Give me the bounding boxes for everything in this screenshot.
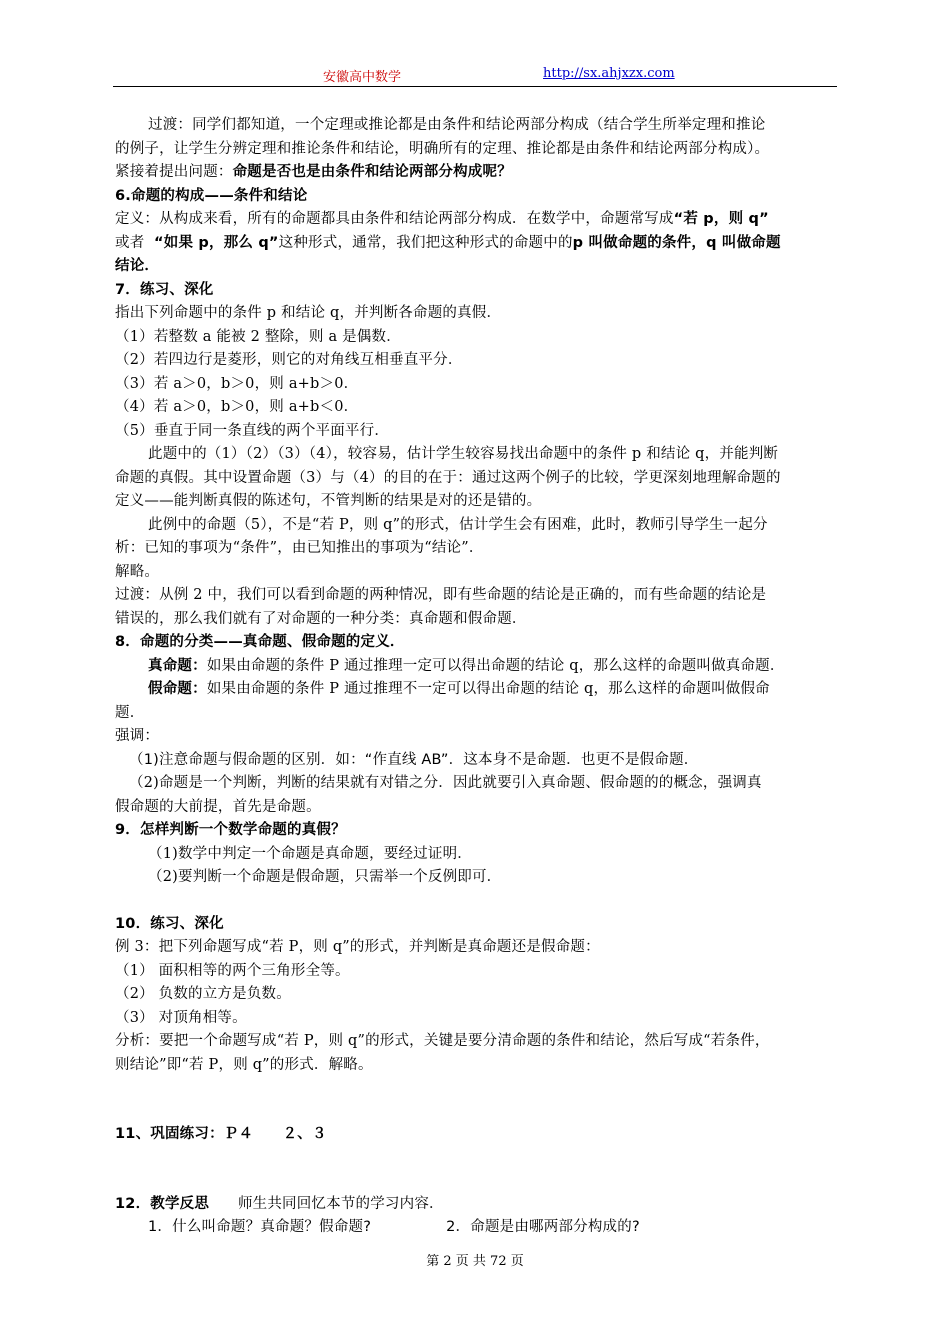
list-item: （3） 对顶角相等。 bbox=[115, 1009, 247, 1026]
header-site-name: 安徽高中数学 bbox=[323, 70, 402, 85]
paragraph-line: 析：已知的事项为“条件”，由已知推出的事项为“结论”． bbox=[115, 540, 484, 556]
definition-false: 假命题：如果由命题的条件 P 通过推理不一定可以得出命题的结论 q，那么这样的命题叫做假命 bbox=[148, 681, 770, 697]
list-item: （3）若 a＞0，b＞0，则 a+b＞0． bbox=[115, 375, 359, 392]
list-item: （2）若四边行是菱形，则它的对角线互相垂直平分． bbox=[115, 352, 463, 368]
paragraph-line: 错误的，那么我们就有了对命题的一种分类：真命题和假命题． bbox=[115, 610, 527, 627]
paragraph-line: 过渡：从例 2 中，我们可以看到命题的两种情况，即有些命题的结论是正确的，而有些命题的结论是 bbox=[115, 587, 767, 603]
paragraph-line: （2)命题是一个判断，判断的结果就有对错之分．因此就要引入真命题、假命题的的概念，强调真 bbox=[129, 775, 762, 791]
paragraph-line: 题． bbox=[115, 704, 145, 721]
paragraph-line: 分析：要把一个命题写成“若 P，则 q”的形式，关键是要分清命题的条件和结论，然后写成“若条件， bbox=[115, 1033, 770, 1049]
list-item: （1)数学中判定一个命题是真命题，要经过证明． bbox=[148, 845, 472, 862]
page-header bbox=[0, 66, 950, 88]
section-heading: 9．怎样判断一个数学命题的真假？ bbox=[115, 822, 346, 838]
paragraph-line: 例 3：把下列命题写成“若 P，则 q”的形式，并判断是真命题还是假命题： bbox=[115, 939, 600, 955]
list-item: （4）若 a＞0，b＞0，则 a+b＜0． bbox=[115, 399, 359, 415]
emphasis-line: （1)注意命题与假命题的区别．如：“作直线 AB”．这本身不是命题．也更不是假命题． bbox=[129, 751, 699, 768]
section-heading: 7．练习、深化 bbox=[115, 281, 214, 298]
list-item: （2)要判断一个命题是假命题，只需举一个反例即可． bbox=[148, 869, 502, 885]
paragraph-line: 命题的真假。其中设置命题（3）与（4）的目的在于：通过这两个例子的比较，学更深刻地理解命题的 bbox=[115, 469, 781, 486]
paragraph-line: 紧接着提出问题：命题是否也是由条件和结论两部分构成呢？ bbox=[115, 164, 512, 180]
header-divider bbox=[113, 86, 837, 87]
header-url-link[interactable]: http://sx.ahjxzx.com bbox=[543, 66, 675, 81]
paragraph-line: 此例中的命题（5），不是“若 P，则 q”的形式，估计学生会有困难，此时，教师引导学生一起分 bbox=[148, 516, 768, 533]
definition-true: 真命题：如果由命题的条件 P 通过推理一定可以得出命题的结论 q，那么这样的命题叫做真命题． bbox=[148, 657, 785, 674]
list-item: （5）垂直于同一条直线的两个平面平行． bbox=[115, 422, 390, 439]
section-heading: 6.命题的构成——条件和结论 bbox=[115, 187, 308, 204]
paragraph-line: 定义：从构成来看，所有的命题都具由条件和结论两部分构成．在数学中，命题常写成“若 p，则 q” bbox=[115, 211, 769, 227]
paragraph-line: 则结论”即“若 P，则 q”的形式．解略。 bbox=[115, 1056, 373, 1073]
paragraph-line: 或者 “如果 p，那么 q”这种形式，通常，我们把这种形式的命题中的p 叫做命题的条件，q 叫做命题 bbox=[115, 234, 781, 251]
paragraph-line: 结论． bbox=[115, 258, 160, 274]
paragraph-line: 定义——能判断真假的陈述句，不管判断的结果是对的还是错的。 bbox=[115, 493, 542, 509]
list-item: （1）若整数 a 能被 2 整除，则 a 是偶数． bbox=[115, 328, 401, 345]
page-footer: 第 2 页 共 72 页 bbox=[426, 1254, 524, 1269]
question-text: 命题是否也是由条件和结论两部分构成呢？ bbox=[232, 164, 512, 180]
paragraph-line: 过渡：同学们都知道，一个定理或推论都是由条件和结论两部分构成（结合学生所举定理和推论 bbox=[148, 117, 766, 133]
review-questions: 1．什么叫命题？真命题？假命题? 2．命题是由哪两部分构成的? bbox=[148, 1219, 640, 1235]
list-item: （2） 负数的立方是负数。 bbox=[115, 986, 291, 1002]
section-heading: 10．练习、深化 bbox=[115, 915, 224, 932]
paragraph-line: 的例子，让学生分辨定理和推论条件和结论，明确所有的定理、推论都是由条件和结论两部分构成）。 bbox=[115, 140, 770, 157]
document-body bbox=[115, 114, 839, 1240]
paragraph-line: 假命题的大前提，首先是命题。 bbox=[115, 798, 321, 815]
paragraph-line: 指出下列命题中的条件 p 和结论 q，并判断各命题的真假． bbox=[115, 305, 502, 321]
section-heading: 12．教学反思 师生共同回忆本节的学习内容． bbox=[115, 1195, 444, 1212]
section-heading: 8．命题的分类——真命题、假命题的定义． bbox=[115, 634, 405, 650]
paragraph-line: 强调： bbox=[115, 728, 160, 744]
list-item: （1） 面积相等的两个三角形全等。 bbox=[115, 962, 350, 979]
paragraph-line: 解略。 bbox=[115, 563, 160, 580]
paragraph-line: 此题中的（1）（2）（3）（4），较容易，估计学生较容易找出命题中的条件 p 和结论 q，并能判断 bbox=[148, 446, 779, 462]
section-heading: 11、巩固练习：Ｐ４ ２、３ bbox=[115, 1126, 327, 1142]
